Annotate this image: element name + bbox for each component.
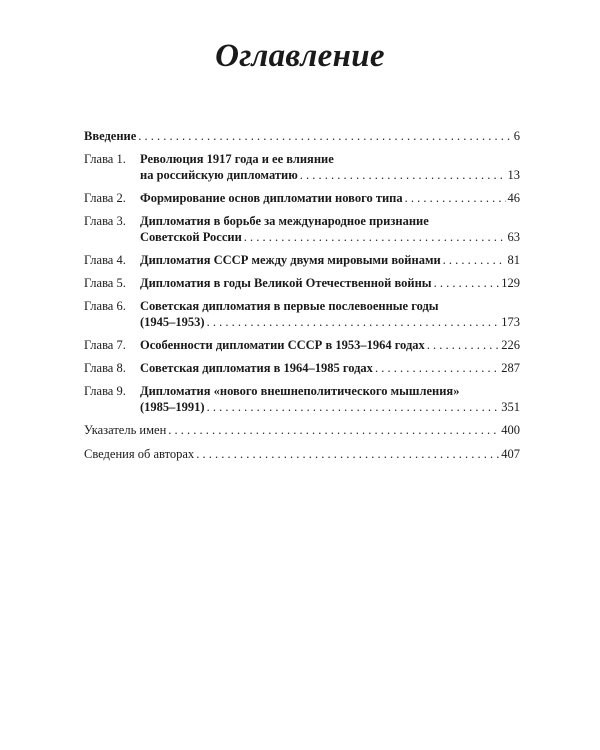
chapter-title-final-line bbox=[140, 167, 520, 183]
chapter-title-final-line bbox=[140, 314, 520, 330]
toc-entry-body bbox=[140, 337, 520, 353]
chapter-title-line: Дипломатия «нового внешнеполитического мышления» bbox=[140, 384, 460, 398]
dot-leader bbox=[300, 167, 506, 183]
chapter-title-line: (1945–1953) bbox=[140, 315, 205, 329]
page-title: Оглавление bbox=[215, 38, 385, 74]
chapter-title-line: на российскую дипломатию bbox=[140, 168, 298, 182]
chapter-title-line: Сведения об авторах bbox=[84, 447, 195, 461]
chapter-title-final-line bbox=[140, 190, 520, 206]
toc-entry-body bbox=[140, 275, 520, 291]
page-number: 173 bbox=[501, 315, 520, 329]
page-number: 351 bbox=[501, 400, 520, 414]
chapter-label: Глава 5. bbox=[84, 276, 126, 290]
page-number: 46 bbox=[507, 191, 520, 205]
chapter-title-final-line bbox=[84, 446, 520, 462]
page-number: 129 bbox=[501, 276, 520, 290]
dot-leader bbox=[207, 314, 500, 330]
page-number: 81 bbox=[507, 253, 520, 267]
toc-entry[interactable] bbox=[84, 151, 520, 183]
dot-leader bbox=[443, 252, 506, 268]
page-number: 400 bbox=[501, 423, 520, 437]
chapter-title-line: Дипломатия в годы Великой Отечественной войны bbox=[140, 276, 432, 290]
page-number: 13 bbox=[507, 168, 520, 182]
page-number: 287 bbox=[501, 361, 520, 375]
toc-entry-body bbox=[140, 213, 520, 245]
chapter-label: Глава 3. bbox=[84, 214, 126, 228]
toc-entry[interactable] bbox=[84, 446, 520, 462]
chapter-title-line: Формирование основ дипломатии нового типа bbox=[140, 191, 403, 205]
toc-entry-body bbox=[84, 422, 520, 438]
dot-leader bbox=[138, 128, 511, 144]
chapter-title-final-line bbox=[140, 399, 520, 415]
dot-leader bbox=[434, 275, 500, 291]
toc-entry[interactable] bbox=[84, 190, 520, 206]
chapter-title-line: Введение bbox=[84, 129, 137, 143]
chapter-label: Глава 4. bbox=[84, 253, 126, 267]
chapter-title-line: (1985–1991) bbox=[140, 400, 205, 414]
chapter-title-final-line bbox=[84, 422, 520, 438]
dot-leader bbox=[427, 337, 499, 353]
page-number: 226 bbox=[501, 338, 520, 352]
chapter-title-final-line bbox=[140, 252, 520, 268]
toc-entry-body bbox=[140, 252, 520, 268]
chapter-title-line: Дипломатия в борьбе за международное признание bbox=[140, 214, 429, 228]
toc-entry[interactable] bbox=[84, 252, 520, 268]
toc-entry-body bbox=[140, 190, 520, 206]
dot-leader bbox=[207, 399, 500, 415]
toc-entry-body bbox=[140, 151, 520, 183]
page-number: 407 bbox=[501, 447, 520, 461]
dot-leader bbox=[244, 229, 506, 245]
toc-entry-body bbox=[140, 360, 520, 376]
chapter-title-final-line bbox=[140, 360, 520, 376]
chapter-label: Глава 6. bbox=[84, 299, 126, 313]
toc-entry[interactable] bbox=[84, 213, 520, 245]
chapter-title-line: Советская дипломатия в первые послевоенные годы bbox=[140, 299, 439, 313]
chapter-label: Глава 9. bbox=[84, 384, 126, 398]
toc-entry[interactable] bbox=[84, 128, 520, 144]
toc-entry[interactable] bbox=[84, 360, 520, 376]
chapter-label: Глава 8. bbox=[84, 361, 126, 375]
chapter-title-line: Указатель имен bbox=[84, 423, 167, 437]
dot-leader bbox=[405, 190, 506, 206]
toc-entry[interactable] bbox=[84, 422, 520, 438]
dot-leader bbox=[168, 422, 499, 438]
dot-leader bbox=[196, 446, 499, 462]
page-number: 63 bbox=[507, 230, 520, 244]
dot-leader bbox=[375, 360, 499, 376]
toc-entry-body bbox=[84, 446, 520, 462]
chapter-title-line: Советская дипломатия в 1964–1985 годах bbox=[140, 361, 373, 375]
chapter-title-line: Дипломатия СССР между двумя мировыми войнами bbox=[140, 253, 441, 267]
chapter-title-final-line bbox=[84, 128, 520, 144]
toc-entry-body bbox=[84, 128, 520, 144]
chapter-label: Глава 7. bbox=[84, 338, 126, 352]
toc-entry[interactable] bbox=[84, 383, 520, 415]
chapter-label: Глава 2. bbox=[84, 191, 126, 205]
toc-entry[interactable] bbox=[84, 298, 520, 330]
chapter-title-line: Советской России bbox=[140, 230, 242, 244]
toc-entry[interactable] bbox=[84, 275, 520, 291]
chapter-title-line: Особенности дипломатии СССР в 1953–1964 годах bbox=[140, 338, 425, 352]
table-of-contents bbox=[84, 128, 520, 470]
toc-entry[interactable] bbox=[84, 337, 520, 353]
chapter-title-final-line bbox=[140, 229, 520, 245]
chapter-label: Глава 1. bbox=[84, 152, 126, 166]
chapter-title-line: Революция 1917 года и ее влияние bbox=[140, 152, 334, 166]
page-number: 6 bbox=[513, 129, 520, 143]
toc-entry-body bbox=[140, 298, 520, 330]
toc-entry-body bbox=[140, 383, 520, 415]
chapter-title-final-line bbox=[140, 275, 520, 291]
chapter-title-final-line bbox=[140, 337, 520, 353]
